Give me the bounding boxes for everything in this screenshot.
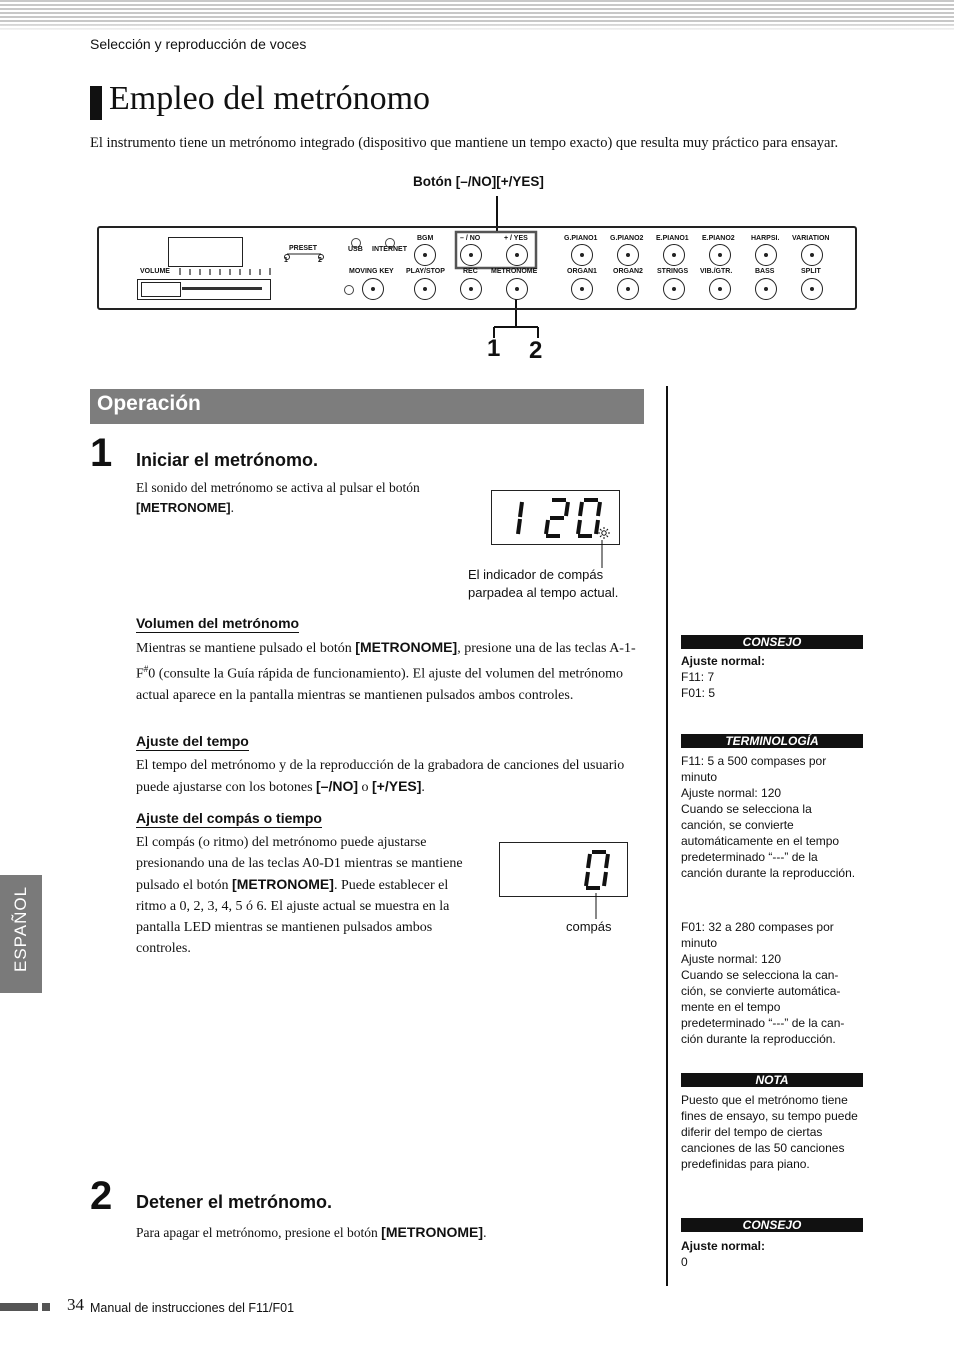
tip-1-body: Ajuste normal: F11: 7 F01: 5 (681, 654, 766, 700)
strings-label: STRINGS (657, 268, 689, 275)
button-caption: Botón [–/NO][+/YES] (413, 174, 544, 189)
volume-text: Mientras se mantiene pulsado el botón [METRONOME], presione una de las teclas A-1-F#0 (consulte la Guía rápida de funcionamiento). El ajuste del volumen del metrónomo actual aparece en la pantalla mientras se mantienen pulsados ambos controles. (136, 639, 636, 703)
play-stop-button[interactable] (414, 278, 436, 300)
step-2-number: 2 (90, 1174, 113, 1218)
epiano2-button[interactable] (709, 244, 731, 266)
moving-key-led (344, 285, 354, 295)
split-button[interactable] (801, 278, 823, 300)
volume-subheading: Volumen del metrónomo (136, 615, 300, 631)
tempo-subheading: Ajuste del tempo (136, 733, 249, 749)
lcd-tempo-digits (492, 491, 619, 544)
rec-label: REC (463, 268, 478, 275)
volume-slider-knob[interactable] (141, 282, 181, 297)
rec-button[interactable] (460, 278, 482, 300)
bass-button[interactable] (755, 278, 777, 300)
metronome-button[interactable] (506, 278, 528, 300)
tip-2-body: Ajuste normal: 0 (681, 1239, 766, 1269)
organ1-label: ORGAN1 (567, 268, 597, 275)
vib-gtr-label: VIB./GTR. (700, 268, 733, 275)
gpiano2-label: G.PIANO2 (610, 235, 644, 242)
column-divider (666, 386, 668, 1286)
internet-label: INTERNET (372, 246, 407, 253)
lcd-beat-display (499, 842, 628, 897)
page-title: Empleo del metrónomo (109, 80, 431, 117)
tip-1-title: CONSEJO (681, 635, 863, 649)
variation-button[interactable] (801, 244, 823, 266)
gpiano2-button[interactable] (617, 244, 639, 266)
gpiano1-button[interactable] (571, 244, 593, 266)
metronome-label: METRONOME (491, 268, 538, 275)
language-tab-label: ESPAÑOL (11, 885, 30, 972)
step-2-heading: Detener el metrónomo. (136, 1192, 333, 1212)
volume-slider[interactable] (137, 279, 271, 300)
callout-1: 1 (487, 335, 501, 362)
panel-display (168, 237, 243, 267)
preset-1-label: 1 (284, 257, 288, 264)
gpiano1-label: G.PIANO1 (564, 235, 598, 242)
lcd-beat-digit (500, 843, 627, 896)
callout-lines (0, 0, 954, 380)
no-label: – / NO (460, 235, 481, 242)
tempo-text: El tempo del metrónomo y de la reproducción de la grabadora de canciones del usuario puede ajustarse con los botones [–/NO] o [+/YES]. (136, 758, 625, 795)
yes-button[interactable] (506, 244, 528, 266)
terminology-f01: F01: 32 a 280 compases por minuto Ajuste normal: 120 Cuando se selecciona la can-ción, se convierte automática-mente en el tempo predeterminado “---” de la can-ción durante la reproducción. (681, 920, 845, 1046)
no-button[interactable] (460, 244, 482, 266)
section-title: Operación (97, 392, 201, 415)
yes-label: + / YES (504, 235, 528, 242)
lcd-tempo-display (491, 490, 620, 545)
moving-key-label: MOVING KEY (349, 268, 394, 275)
bgm-label: BGM (417, 235, 434, 242)
footer-text: Manual de instrucciones del F11/F01 (90, 1301, 295, 1315)
lcd-beat-leader (592, 893, 602, 921)
epiano2-label: E.PIANO2 (702, 235, 735, 242)
strings-button[interactable] (663, 278, 685, 300)
harpsi-label: HARPSI. (751, 235, 780, 242)
organ1-button[interactable] (571, 278, 593, 300)
running-head: Selección y reproducción de voces (90, 36, 307, 52)
terminology-f11: F11: 5 a 500 compases por minuto Ajuste normal: 120 Cuando se selecciona la canción, se convierte automáticamente en el tempo predeterminado “---” de la canción durante la reproducción. (681, 754, 856, 880)
footer-bar (0, 1303, 38, 1311)
bass-label: BASS (755, 268, 775, 275)
step-1-text: El sonido del metrónomo se activa al pulsar el botón [METRONOME]. (136, 480, 420, 515)
intro-paragraph: El instrumento tiene un metrónomo integrado (dispositivo que mantiene un tempo exacto) que resulta muy práctico para ensayar. (90, 135, 839, 151)
organ2-button[interactable] (617, 278, 639, 300)
step-1-number: 1 (90, 431, 113, 475)
harpsi-button[interactable] (755, 244, 777, 266)
moving-key-button[interactable] (362, 278, 384, 300)
lcd-tempo-caption: El indicador de compás parpadea al tempo actual. (468, 567, 619, 600)
epiano1-label: E.PIANO1 (656, 235, 689, 242)
volume-label: VOLUME (140, 268, 170, 275)
beat-text: El compás (o ritmo) del metrónomo puede ajustarse presionando una de las teclas A0-D1 mientras se mantiene pulsado el botón [METRONOME]. Puede establecer el ritmo a 0, 2, 3, 4, 5 ó 6. El ajuste actual se muestra en la pantalla LED mientras se mantienen pulsados ambos controles. (136, 835, 463, 956)
footer-square (42, 1303, 50, 1311)
vib-gtr-button[interactable] (709, 278, 731, 300)
organ2-label: ORGAN2 (613, 268, 643, 275)
preset-label: PRESET (289, 245, 318, 252)
step-2-text: Para apagar el metrónomo, presione el botón [METRONOME]. (136, 1224, 487, 1240)
page-number: 34 (67, 1295, 84, 1314)
play-stop-label: PLAY/STOP (406, 268, 445, 275)
preset-bracket (281, 248, 331, 266)
note-title: NOTA (681, 1073, 863, 1087)
variation-label: VARIATION (792, 235, 830, 242)
lcd-beat-caption: compás (566, 919, 612, 934)
tip-2-title: CONSEJO (681, 1218, 863, 1232)
usb-label: USB (348, 246, 363, 253)
volume-scale (178, 266, 278, 276)
callout-2: 2 (529, 337, 543, 364)
note-body: Puesto que el metrónomo tiene fines de ensayo, su tempo puede diferir del tempo de ciertas canciones de las 50 canciones predefinidas para piano. (681, 1093, 858, 1171)
step-1-heading: Iniciar el metrónomo. (136, 450, 319, 470)
volume-slider-track (182, 287, 262, 290)
beat-subheading: Ajuste del compás o tiempo (136, 810, 322, 826)
split-label: SPLIT (801, 268, 821, 275)
preset-2-label: 2 (318, 257, 322, 264)
terminology-title: TERMINOLOGÍA (681, 734, 863, 748)
epiano1-button[interactable] (663, 244, 685, 266)
bgm-button[interactable] (414, 244, 436, 266)
